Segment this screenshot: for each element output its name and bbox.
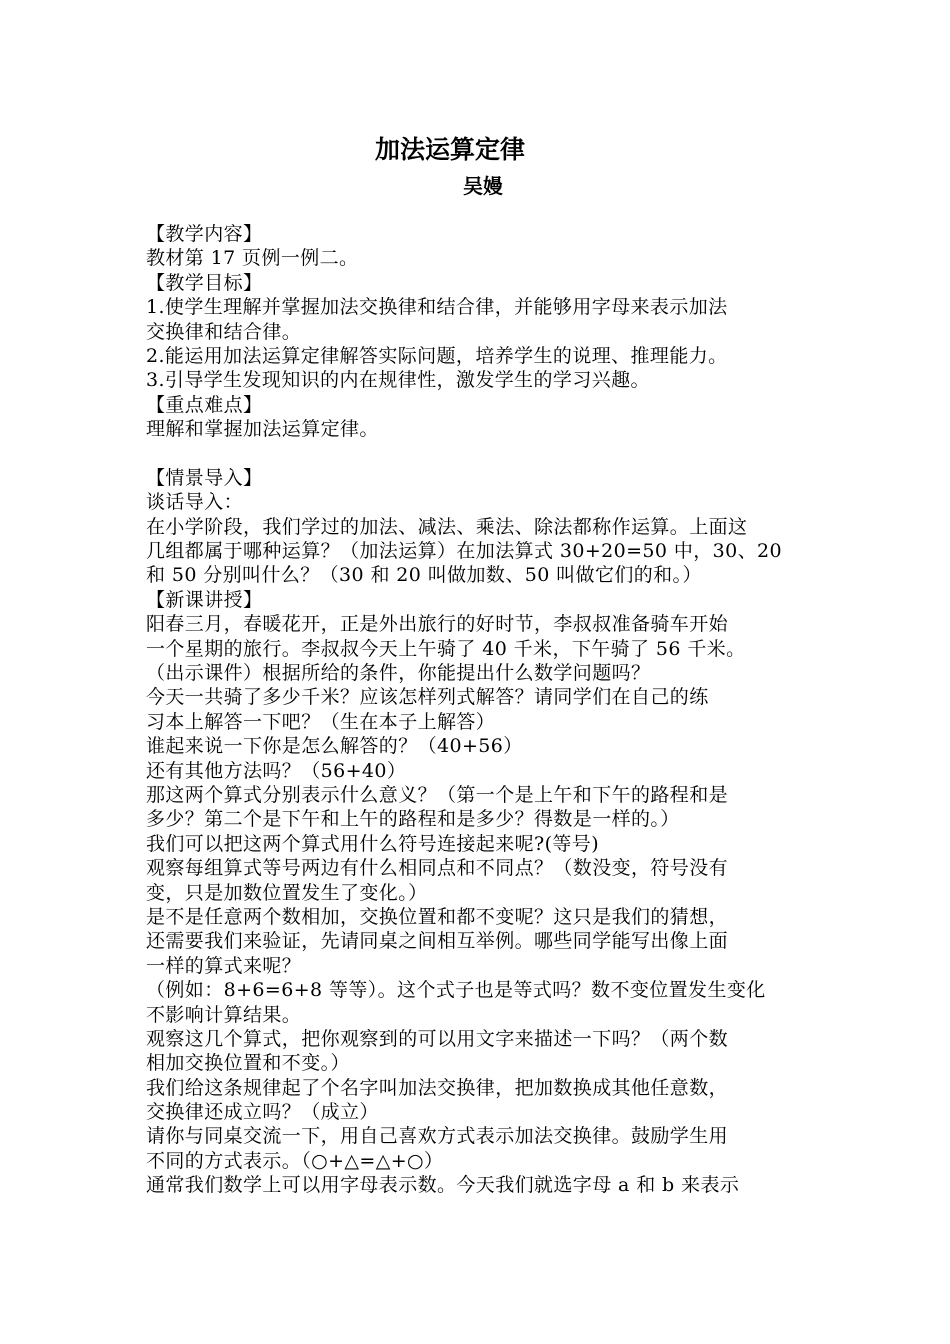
text-line: 我们给这条规律起了个名字叫加法交换律，把加数换成其他任意数， — [146, 1076, 729, 1099]
blank-line — [146, 442, 814, 466]
text-line: 多少？第二个是下午和上午的路程和是多少？得数是一样的。） — [146, 808, 680, 831]
text-line: 几组都属于哪种运算？（加法运算）在加法算式 30+20=50 中，30、20 — [146, 540, 783, 563]
text-line: 今天一共骑了多少千米？应该怎样列式解答？请同学们在自己的练 — [146, 686, 709, 709]
text-line: 2.能运用加法运算定律解答实际问题，培养学生的说理、推理能力。 — [146, 344, 728, 367]
text-line: 【新课讲授】 — [146, 588, 263, 611]
text-line: 还有其他方法吗？（56+40） — [146, 759, 407, 782]
text-line: 我们可以把这两个算式用什么符号连接起来呢?(等号) — [146, 832, 600, 855]
text-line: 习本上解答一下吧？（生在本子上解答） — [146, 710, 496, 733]
text-line: 【重点难点】 — [146, 393, 263, 416]
text-line: （例如：8+6=6+8 等等）。这个式子也是等式吗？数不变位置发生变化 — [146, 979, 766, 1002]
text-line: 谁起来说一下你是怎么解答的？（40+56） — [146, 735, 523, 758]
text-line: 1.使学生理解并掌握加法交换律和结合律，并能够用字母来表示加法 — [146, 296, 728, 319]
text-line: 变，只是加数位置发生了变化。） — [146, 881, 428, 904]
text-line: 是不是任意两个数相加，交换位置和都不变呢？这只是我们的猜想， — [146, 905, 729, 928]
text-line: 请你与同桌交流一下，用自己喜欢方式表示加法交换律。鼓励学生用 — [146, 1125, 729, 1148]
text-line: 谈话导入： — [146, 491, 244, 514]
document-title: 加法运算定律 — [374, 135, 525, 164]
text-line: 还需要我们来验证，先请同桌之间相互举例。哪些同学能写出像上面 — [146, 930, 729, 953]
text-line: 【教学目标】 — [146, 271, 263, 294]
text-line: 交换律还成立吗？（成立） — [146, 1101, 379, 1124]
text-line: 阳春三月，春暖花开，正是外出旅行的好时节，李叔叔准备骑车开始 — [146, 613, 729, 636]
text-line: 观察这几个算式，把你观察到的可以用文字来描述一下吗？（两个数 — [146, 1027, 729, 1050]
document-author: 吴嫚 — [463, 174, 503, 198]
text-line: 相加交换位置和不变。） — [146, 1052, 350, 1075]
text-line: 【情景导入】 — [146, 466, 263, 489]
text-line: 3.引导学生发现知识的内在规律性，激发学生的学习兴趣。 — [146, 369, 650, 392]
text-line: 【教学内容】 — [146, 223, 263, 245]
text-line: 交换律和结合律。 — [146, 320, 302, 343]
text-line: 不影响计算结果。 — [146, 1003, 302, 1026]
text-line: 一个星期的旅行。李叔叔今天上午骑了 40 千米，下午骑了 56 千米。 — [146, 637, 746, 660]
text-line: 教材第 17 页例一例二。 — [146, 247, 359, 270]
text-line: 一样的算式来呢？ — [146, 954, 302, 977]
text-line: 理解和掌握加法运算定律。 — [146, 418, 379, 441]
text-line: 不同的方式表示。（○+△=△+○） — [146, 1149, 444, 1172]
text-line: 通常我们数学上可以用字母表示数。今天我们就选字母 a 和 b 来表示 — [146, 1174, 740, 1197]
text-line: （出示课件）根据所给的条件，你能提出什么数学问题吗？ — [146, 662, 651, 685]
text-line: 和 50 分别叫什么？（30 和 20 叫做加数、50 叫做它们的和。） — [146, 564, 702, 587]
text-line: 观察每组算式等号两边有什么相同点和不同点？（数没变，符号没有 — [146, 857, 729, 880]
document-body — [146, 222, 814, 1198]
text-line: 那这两个算式分别表示什么意义？（第一个是上午和下午的路程和是 — [146, 783, 729, 806]
text-line: 在小学阶段，我们学过的加法、减法、乘法、除法都称作运算。上面这 — [146, 515, 748, 538]
